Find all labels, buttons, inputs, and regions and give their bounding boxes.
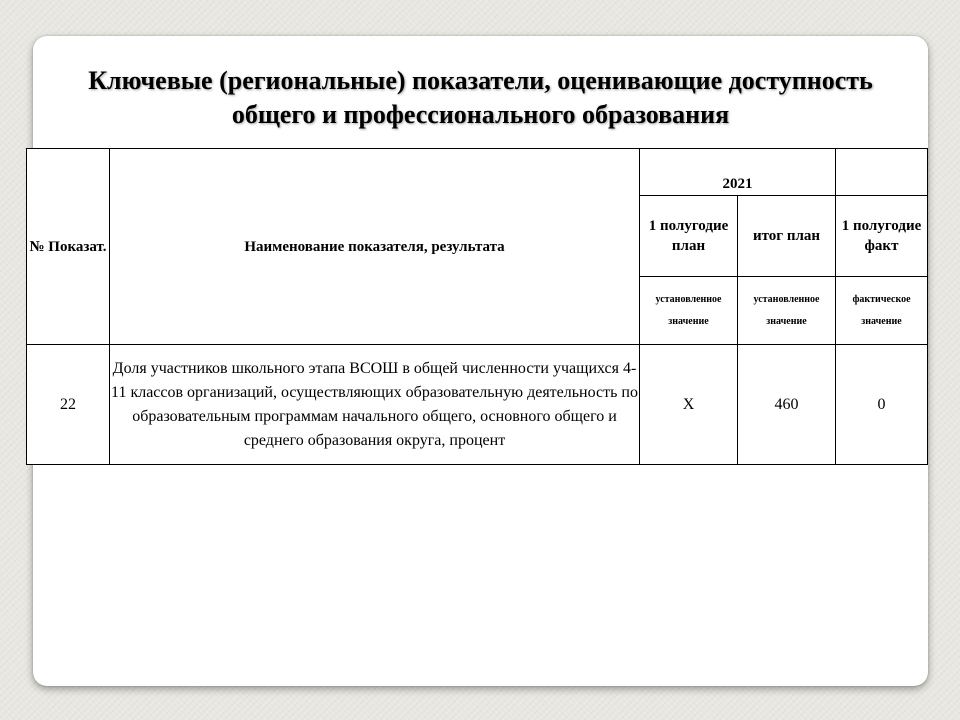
row-half-year-fact: 0 [836,345,928,465]
table-header-row-year [27,149,928,196]
header-half-year-fact: 1 полугодие факт [836,196,928,277]
header-value-type-1: установленное значение [640,277,738,345]
slide-card [29,36,928,686]
header-half-year-plan: 1 полугодие план [640,196,738,277]
header-number-column: № Показат. [27,149,110,345]
row-half-year-plan: X [640,345,738,465]
row-number: 22 [27,345,110,465]
header-value-type-2: установленное значение [738,277,836,345]
slide-title [33,64,928,132]
indicators-table [26,148,928,465]
header-value-type-3: фактическое значение [836,277,928,345]
header-name-column: Наименование показателя, результата [110,149,640,345]
row-total-plan: 460 [738,345,836,465]
table-row [27,345,928,465]
header-year: 2021 [640,149,836,196]
slide-title-line-1: Ключевые (региональные) показатели, оценивающие доступность [88,66,873,95]
header-total-plan: итог план [738,196,836,277]
header-year-empty-cell [836,149,928,196]
slide-title-line-2: общего и профессионального образования [231,100,730,129]
row-indicator-name: Доля участников школьного этапа ВСОШ в общей численности учащихся 4-11 классов организаций, осуществляющих образовательную деятельность по образовательным программам начального общего, основного общего и среднего образования округа, процент [110,345,640,465]
